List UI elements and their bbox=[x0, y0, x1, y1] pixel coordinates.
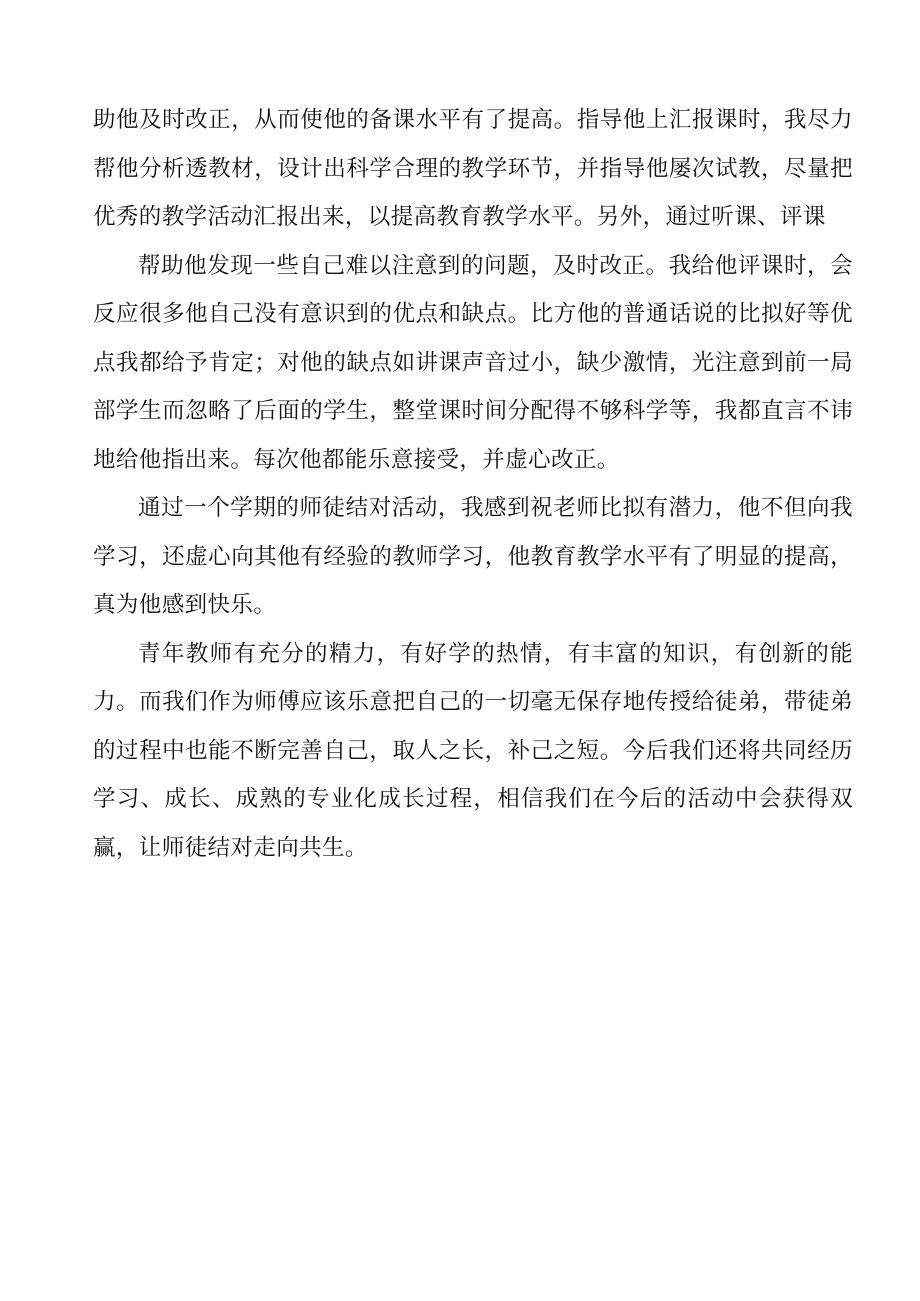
paragraph-evaluation: 帮助他发现一些自己难以注意到的问题，及时改正。我给他评课时，会反应很多他自己没有意识到的优点和缺点。比方他的普通话说的比拟好等优点我都给予肯定；对他的缺点如讲课声音过小，缺少激情，光注意到前一局部学生而忽略了后面的学生，整堂课时间分配得不够科学等，我都直言不讳地给他指出来。每次他都能乐意接受，并虚心改正。 bbox=[93, 252, 853, 473]
paragraph-conclusion: 青年教师有充分的精力，有好学的热情，有丰富的知识，有创新的能力。而我们作为师傅应该乐意把自己的一切毫无保存地传授给徒弟，带徒弟的过程中也能不断完善自己，取人之长，补己之短。今后我们还将共同经历学习、成长、成熟的专业化成长过程，相信我们在今后的活动中会获得双赢，让师徒结对走向共生。 bbox=[93, 640, 853, 861]
paragraph-continuation: 助他及时改正，从而使他的备课水平有了提高。指导他上汇报课时，我尽力帮他分析透教材，设计出科学合理的教学环节，并指导他屡次试教，尽量把优秀的教学活动汇报出来，以提高教育教学水平。另外，通过听课、评课 bbox=[93, 107, 853, 230]
document-body bbox=[93, 96, 853, 872]
paragraph-mentoring-result: 通过一个学期的师徒结对活动，我感到祝老师比拟有潜力，他不但向我学习，还虚心向其他有经验的教师学习，他教育教学水平有了明显的提高，真为他感到快乐。 bbox=[93, 495, 853, 618]
